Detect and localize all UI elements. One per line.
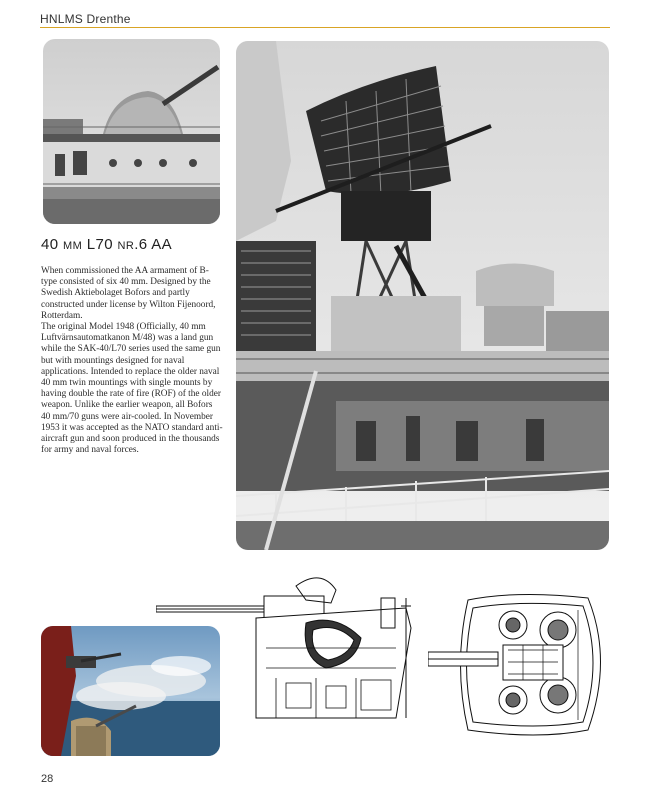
gun-firing-photo xyxy=(41,626,220,756)
gun-mount-plan-drawing xyxy=(428,590,613,740)
gun-turret-photo xyxy=(43,39,220,224)
body-paragraph: The original Model 1948 (Officially, 40 mm Luftvärnsautomatkanon M/48) was a land gun while the SAK-40/L70 series used the same gun but with mountings designed for naval applications. Intended to replace the older naval 40 mm twin mountings with single mounts by having double the rate of fire (ROF) of the older weapon. Unlike the earlier weapon, all Bofors 40 mm/70 guns were air-cooled. In November 1953 it was accepted as the NATO standard anti-aircraft gun and soon produced in the thousands for army and naval forces. xyxy=(41,322,223,456)
body-text xyxy=(41,266,224,456)
radar-mast-photo xyxy=(236,41,609,550)
section-title: 40 mm L70 nr.6 AA xyxy=(41,236,173,253)
page-number: 28 xyxy=(41,773,54,785)
body-paragraph: When commissioned the AA armament of B-type consisted of six 40 mm. Designed by the Swedish Aktiebolaget Bofors and partly constructed under license by Wilton Fijenoord, Rotterdam. xyxy=(41,266,216,321)
page-header xyxy=(40,10,610,28)
header-title: HNLMS Drenthe xyxy=(40,12,131,26)
